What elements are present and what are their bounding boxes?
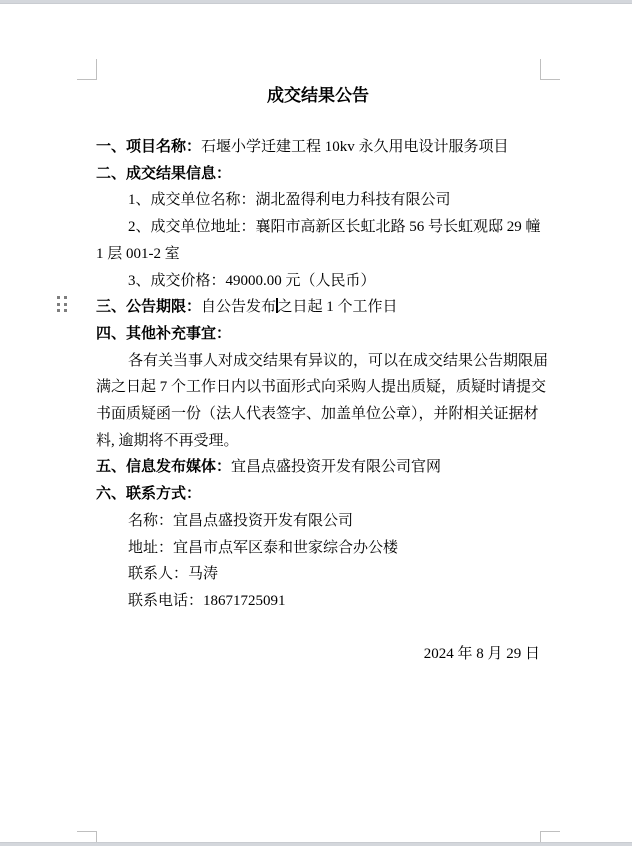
- line-contact-name[interactable]: 名称：宜昌点盛投资开发有限公司: [128, 512, 354, 529]
- line-objection-para-3[interactable]: 书面质疑函一份（法人代表签字、加盖单位公章），并附相关证据材: [96, 406, 539, 423]
- line-objection-para-4[interactable]: 料, 逾期将不再受理。: [96, 432, 239, 449]
- page-top-edge: [0, 0, 632, 4]
- margin-corner-mark-top-right: [540, 59, 560, 80]
- line-contact-person[interactable]: 联系人：马涛: [128, 566, 219, 583]
- line-contact-address[interactable]: 地址：宜昌市点军区泰和世家综合办公楼: [128, 539, 399, 556]
- heading-label: 四、其他补充事宜：: [96, 324, 232, 342]
- line-other-matters-heading[interactable]: [96, 321, 540, 348]
- line-project-name[interactable]: [96, 134, 540, 161]
- line-announcement-period[interactable]: [96, 294, 540, 321]
- line-objection-para-2[interactable]: 满之日起 7 个工作日内以书面形式向采购人提出质疑，质疑时请提交: [96, 379, 547, 396]
- heading-label: 六、联系方式：: [96, 485, 202, 503]
- doc-date[interactable]: 2024 年 8 月 29 日: [423, 646, 540, 663]
- line-winner-name[interactable]: 1、成交单位名称：湖北盈得利电力科技有限公司: [128, 192, 451, 209]
- line-contact-heading[interactable]: [96, 481, 540, 508]
- heading-text: 石堰小学迁建工程 10kv 永久用电设计服务项目: [201, 139, 509, 155]
- heading-label: 五、信息发布媒体：: [96, 458, 232, 476]
- line-winner-address-cont[interactable]: 1 层 001-2 室: [96, 245, 180, 262]
- line-publish-media[interactable]: [96, 454, 540, 481]
- period-text-after-caret: 之日起 1 个工作日: [277, 299, 398, 316]
- heading-label: 二、成交结果信息：: [96, 164, 232, 182]
- period-text-before-caret: 自公告发布: [201, 299, 277, 316]
- heading-label: 一、项目名称：: [96, 138, 202, 155]
- line-price[interactable]: 3、成交价格：49000.00 元（人民币）: [128, 272, 376, 289]
- line-winner-address[interactable]: 2、成交单位地址：襄阳市高新区长虹北路 56 号长虹观邸 29 幢: [128, 219, 541, 236]
- doc-title[interactable]: 成交结果公告: [267, 86, 369, 105]
- media-text: 宜昌点盛投资开发有限公司官网: [231, 459, 442, 476]
- page-bottom-edge: [0, 842, 632, 846]
- margin-corner-mark-top-left: [77, 59, 97, 80]
- heading-label: 三、公告期限：: [96, 298, 202, 316]
- document-body: [96, 82, 549, 668]
- line-objection-para-1[interactable]: 各有关当事人对成交结果有异议的，可以在成交结果公告期限届: [128, 352, 549, 369]
- line-result-info-heading[interactable]: [96, 161, 540, 188]
- drag-handle-icon[interactable]: [57, 296, 67, 312]
- line-contact-phone[interactable]: 联系电话：18671725091: [128, 592, 286, 609]
